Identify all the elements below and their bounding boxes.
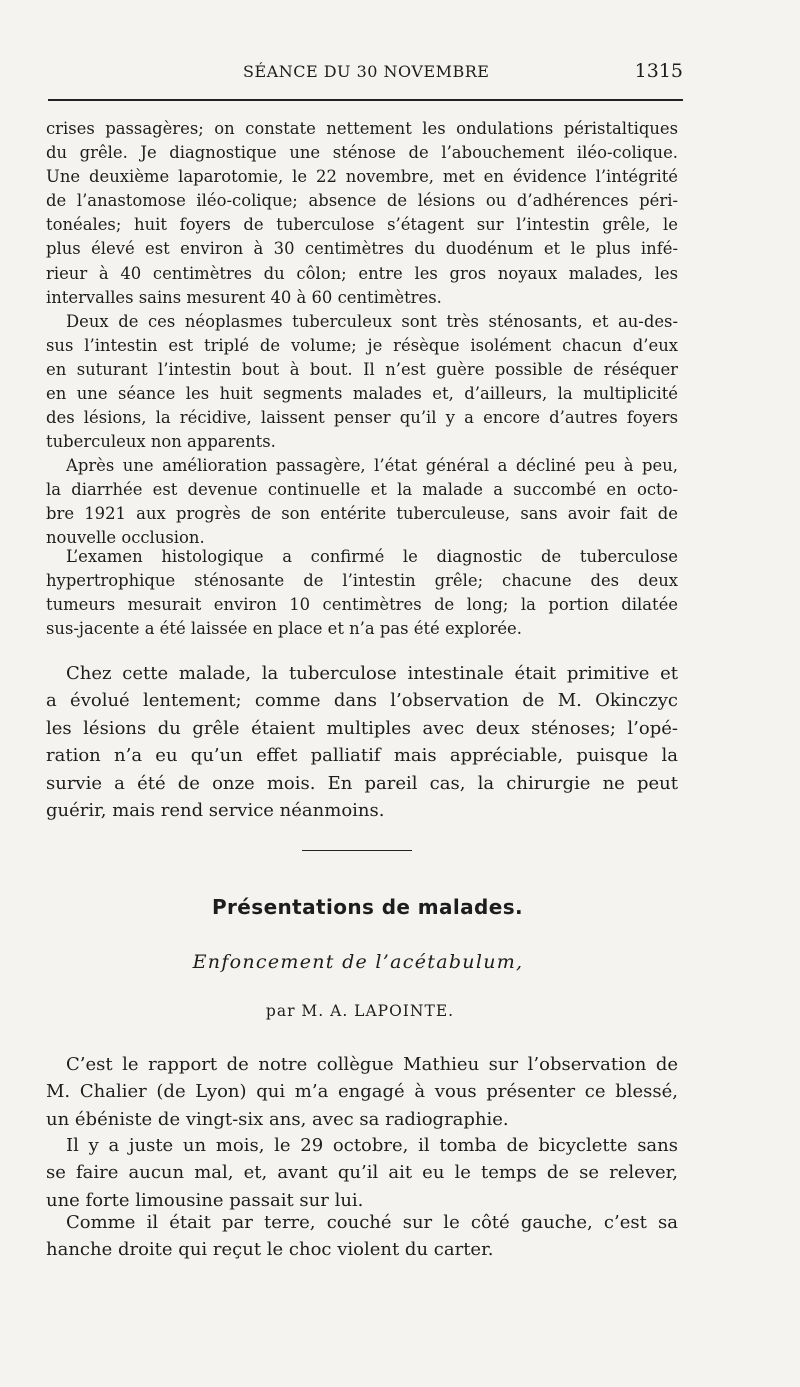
text-line: en une séance les huit segments malades et, d’ailleurs, la multiplicité xyxy=(46,384,678,404)
text-line: Chez cette malade, la tuberculose intestinale était primitive et xyxy=(66,663,678,684)
text-line: Après une amélioration passagère, l’état général a décliné peu à peu, xyxy=(66,456,678,475)
section-separator xyxy=(302,850,412,851)
text-line: la diarrhée est devenue continuelle et la malade a succombé en octo- xyxy=(46,480,678,500)
text-line: de l’anastomose iléo-colique; absence de lésions ou d’adhérences péri- xyxy=(46,191,678,211)
paragraph-1 xyxy=(46,117,678,310)
text-line: en suturant l’intestin bout à bout. Il n’est guère possible de réséquer xyxy=(46,360,678,380)
header-title: SÉANCE DU 30 NOVEMBRE xyxy=(243,62,490,81)
text-line: sus-jacente a été laissée en place et n’a pas été explorée. xyxy=(46,619,522,639)
paragraph-5 xyxy=(46,660,678,824)
running-header xyxy=(48,60,683,88)
text-line: une forte limousine passait sur lui. xyxy=(46,1189,364,1211)
text-line: Comme il était par terre, couché sur le côté gauche, c’est sa xyxy=(66,1212,678,1233)
paragraph-3 xyxy=(46,454,678,550)
page-number: 1315 xyxy=(634,60,683,82)
text-line: Deux de ces néoplasmes tuberculeux sont très sténosants, et au-des- xyxy=(66,312,678,331)
text-line: hanche droite qui reçut le choc violent du carter. xyxy=(46,1239,494,1261)
text-line: tumeurs mesurait environ 10 centimètres de long; la portion dilatée xyxy=(46,595,678,615)
section-title: Présentations de malades. xyxy=(211,895,524,919)
text-line: bre 1921 aux progrès de son entérite tuberculeuse, sans avoir fait de xyxy=(46,504,678,524)
text-line: ration n’a eu qu’un effet palliatif mais appréciable, puisque la xyxy=(46,745,678,767)
text-line: hypertrophique sténosante de l’intestin grêle; chacune des deux xyxy=(46,571,678,591)
text-line: rieur à 40 centimètres du côlon; entre les gros noyaux malades, les xyxy=(46,263,678,283)
paragraph-2 xyxy=(46,310,678,455)
text-line: L’examen histologique a confirmé le diagnostic de tuberculose xyxy=(66,547,678,566)
text-line: C’est le rapport de notre collègue Mathieu sur l’observation de xyxy=(66,1054,678,1075)
text-line: se faire aucun mal, et, avant qu’il ait eu le temps de se relever, xyxy=(46,1162,678,1184)
text-line: un ébéniste de vingt-six ans, avec sa radiographie. xyxy=(46,1108,509,1130)
text-line: intervalles sains mesurent 40 à 60 centimètres. xyxy=(46,287,442,307)
text-line: crises passagères; on constate nettement les ondulations péristaltiques xyxy=(46,119,678,138)
text-line: survie a été de onze mois. En pareil cas, la chirurgie ne peut xyxy=(46,772,678,794)
text-line: tonéales; huit foyers de tuberculose s’étagent sur l’intestin grêle, le xyxy=(46,215,678,235)
text-line: tuberculeux non apparents. xyxy=(46,432,276,452)
text-line: des lésions, la récidive, laissent penser qu’il y a encore d’autres foyers xyxy=(46,408,678,428)
text-line: a évolué lentement; comme dans l’observation de M. Okinczyc xyxy=(46,690,678,712)
paragraph-7 xyxy=(46,1132,678,1214)
text-line: plus élevé est environ à 30 centimètres du duodénum et le plus infé- xyxy=(46,239,678,259)
text-line: sus l’intestin est triplé de volume; je résèque isolément chacun d’eux xyxy=(46,336,678,356)
text-line: nouvelle occlusion. xyxy=(46,528,205,548)
article-subtitle: Enfoncement de l’acétabulum, xyxy=(192,951,524,973)
header-rule xyxy=(48,99,683,101)
text-line: Une deuxième laparotomie, le 22 novembre, met en évidence l’intégrité xyxy=(46,167,678,187)
paragraph-8 xyxy=(46,1209,678,1264)
text-line: du grêle. Je diagnostique une sténose de l’abouchement iléo-colique. xyxy=(46,143,678,163)
paragraph-6 xyxy=(46,1051,678,1133)
article-author: par M. A. LAPOINTE. xyxy=(265,1002,455,1020)
text-line: guérir, mais rend service néanmoins. xyxy=(46,800,385,822)
text-line: M. Chalier (de Lyon) qui m’a engagé à vous présenter ce blessé, xyxy=(46,1081,678,1103)
text-line: les lésions du grêle étaient multiples avec deux sténoses; l’opé- xyxy=(46,717,678,739)
text-line: Il y a juste un mois, le 29 octobre, il tomba de bicyclette sans xyxy=(66,1135,678,1156)
paragraph-4 xyxy=(46,545,678,641)
